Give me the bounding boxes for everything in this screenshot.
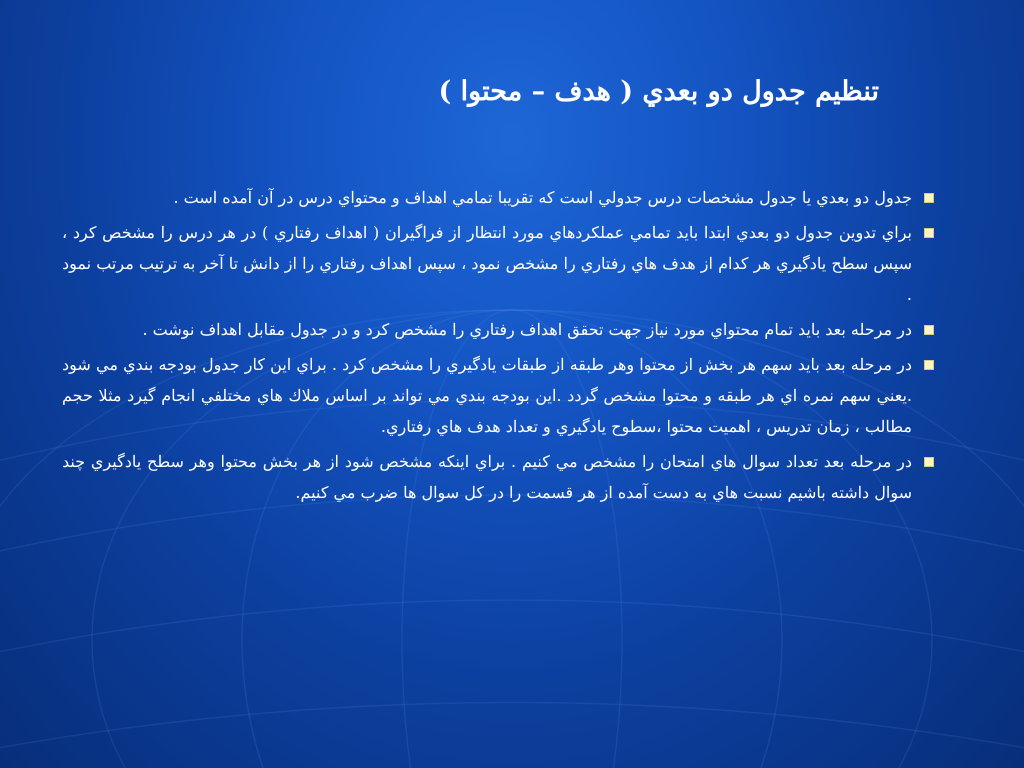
bullet-text: براي تدوين جدول دو بعدي ابتدا بايد تمامي عملكردهاي مورد انتظار از فراگيران ( اهداف رفتاري ) در هر درس را مشخص كرد ، سپس سطح يادگيري هر كدام از هدف هاي رفتاري را مشخص نمود ، سپس اهداف رفتاري را از دانش تا آخر به ترتيب مرتب نمود . <box>62 223 912 304</box>
bullet-text: در مرحله بعد بايد تمام محتواي مورد نياز جهت تحقق اهداف رفتاري را مشخص كرد و در جدول مقابل اهداف نوشت . <box>142 320 912 339</box>
square-bullet-icon <box>925 361 933 369</box>
bullet-item <box>62 217 938 310</box>
square-bullet-icon <box>925 326 933 334</box>
square-bullet-icon <box>925 229 933 237</box>
slide-title: تنظيم جدول دو بعدي ( هدف – محتوا ) <box>438 76 879 107</box>
bullet-list <box>62 182 938 512</box>
square-bullet-icon <box>925 194 933 202</box>
bullet-text: جدول دو بعدي يا جدول مشخصات درس جدولي است كه تقريبا تمامي اهداف و محتواي درس در آن آمده است . <box>173 188 912 207</box>
bullet-text: در مرحله بعد بايد سهم هر بخش از محتوا وهر طبقه از طبقات يادگيري را مشخص كرد . براي اين كار جدول بودجه بندي مي شود .يعني سهم نمره اي هر طبقه و محتوا مشخص گردد .اين بودجه بندي مي تواند بر اساس ملاك هاي مختلفي انجام گيرد مثلا حجم مطالب ، زمان تدريس ، اهميت محتوا ،سطوح يادگيري و تعداد هدف هاي رفتاري. <box>62 355 912 436</box>
bullet-item <box>62 446 938 508</box>
bullet-item <box>62 182 938 213</box>
bullet-text: در مرحله بعد تعداد سوال هاي امتحان را مشخص مي كنيم . براي اينكه مشخص شود از هر بخش محتوا وهر سطح يادگيري چند سوال داشته باشيم نسبت هاي به دست آمده از هر قسمت را در كل سوال ها ضرب مي كنيم. <box>62 452 912 502</box>
bullet-item <box>62 314 938 345</box>
square-bullet-icon <box>925 458 933 466</box>
bullet-item <box>62 349 938 442</box>
